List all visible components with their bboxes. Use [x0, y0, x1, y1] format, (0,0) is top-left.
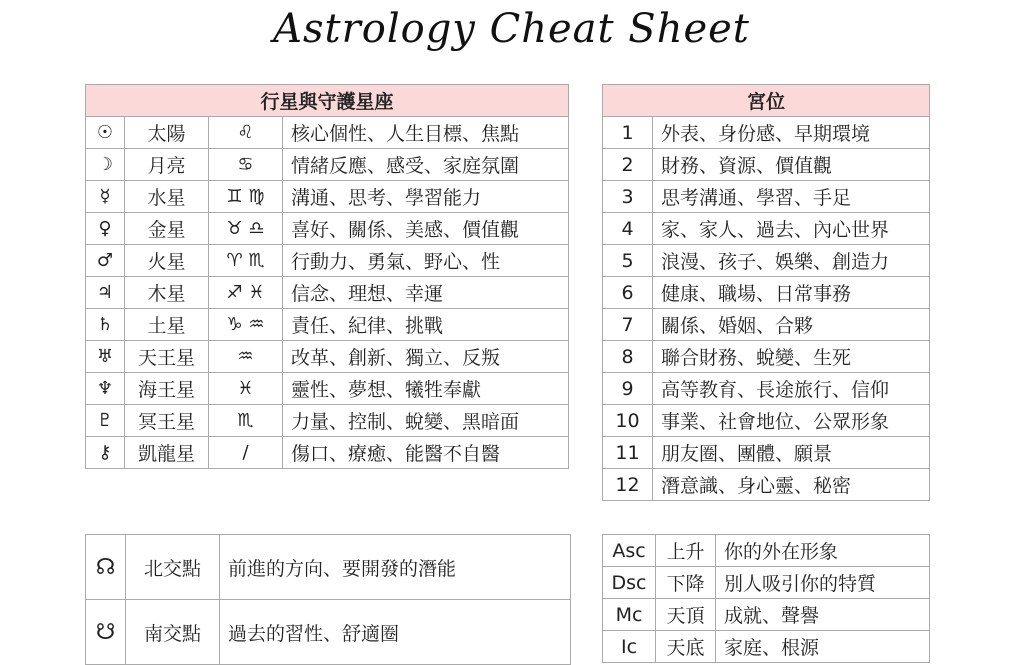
house-meaning: 外表、身份感、早期環境 [653, 117, 930, 149]
planet-symbol-icon: ☿ [86, 181, 125, 213]
planet-meaning: 傷口、療癒、能醫不自醫 [283, 437, 569, 469]
planet-row [86, 117, 569, 149]
house-row [603, 277, 930, 309]
planet-meaning: 情緒反應、感受、家庭氛圍 [283, 149, 569, 181]
house-meaning: 聯合財務、蛻變、生死 [653, 341, 930, 373]
planet-row [86, 437, 569, 469]
house-number: 8 [603, 341, 653, 373]
angle-abbr: Ic [603, 631, 656, 663]
ruling-sign-icons: ♌ [209, 117, 283, 149]
planet-name: 火星 [125, 245, 209, 277]
house-meaning: 健康、職場、日常事務 [653, 277, 930, 309]
ruling-sign-icons: ♒ [209, 341, 283, 373]
angle-abbr: Asc [603, 535, 656, 567]
planet-row [86, 149, 569, 181]
ruling-sign-icons: ♊ ♍ [209, 181, 283, 213]
house-row [603, 149, 930, 181]
planet-row [86, 277, 569, 309]
house-meaning: 關係、婚姻、合夥 [653, 309, 930, 341]
angle-meaning: 你的外在形象 [716, 535, 930, 567]
ruling-sign-icons: ♓ [209, 373, 283, 405]
planet-name: 水星 [125, 181, 209, 213]
planet-meaning: 行動力、勇氣、野心、性 [283, 245, 569, 277]
planet-name: 天王星 [125, 341, 209, 373]
houses-table [602, 84, 930, 501]
house-row [603, 245, 930, 277]
house-row [603, 341, 930, 373]
planet-meaning: 力量、控制、蛻變、黑暗面 [283, 405, 569, 437]
planet-symbol-icon: ⚷ [86, 437, 125, 469]
planet-symbol-icon: ♃ [86, 277, 125, 309]
planet-name: 太陽 [125, 117, 209, 149]
angle-name: 天底 [656, 631, 716, 663]
planet-meaning: 喜好、關係、美感、價值觀 [283, 213, 569, 245]
angle-row [603, 535, 930, 567]
house-number: 5 [603, 245, 653, 277]
house-number: 3 [603, 181, 653, 213]
planet-meaning: 責任、紀律、挑戰 [283, 309, 569, 341]
node-row [86, 535, 571, 600]
house-meaning: 家、家人、過去、內心世界 [653, 213, 930, 245]
ruling-sign-icons: ♋ [209, 149, 283, 181]
angle-abbr: Mc [603, 599, 656, 631]
house-row [603, 437, 930, 469]
planet-name: 月亮 [125, 149, 209, 181]
node-name: 南交點 [126, 600, 220, 665]
house-number: 9 [603, 373, 653, 405]
house-meaning: 財務、資源、價值觀 [653, 149, 930, 181]
node-symbol-icon: ☊ [86, 535, 126, 600]
house-row [603, 181, 930, 213]
planet-symbol-icon: ♅ [86, 341, 125, 373]
ruling-sign-icons: ♈ ♏ [209, 245, 283, 277]
planet-name: 木星 [125, 277, 209, 309]
planet-row [86, 181, 569, 213]
planet-row [86, 341, 569, 373]
angle-meaning: 成就、聲譽 [716, 599, 930, 631]
planets-table [85, 84, 569, 469]
angle-row [603, 631, 930, 663]
ruling-sign-icons: ♑ ♒ [209, 309, 283, 341]
planet-meaning: 改革、創新、獨立、反叛 [283, 341, 569, 373]
node-meaning: 過去的習性、舒適圈 [220, 600, 571, 665]
house-meaning: 浪漫、孩子、娛樂、創造力 [653, 245, 930, 277]
planet-meaning: 靈性、夢想、犧牲奉獻 [283, 373, 569, 405]
angle-name: 上升 [656, 535, 716, 567]
angle-meaning: 家庭、根源 [716, 631, 930, 663]
angle-row [603, 567, 930, 599]
planet-meaning: 溝通、思考、學習能力 [283, 181, 569, 213]
angle-name: 下降 [656, 567, 716, 599]
planet-name: 土星 [125, 309, 209, 341]
house-number: 4 [603, 213, 653, 245]
nodes-table [85, 534, 571, 665]
house-number: 2 [603, 149, 653, 181]
node-row [86, 600, 571, 665]
planet-symbol-icon: ☽ [86, 149, 125, 181]
planet-row [86, 213, 569, 245]
planet-row [86, 405, 569, 437]
house-meaning: 事業、社會地位、公眾形象 [653, 405, 930, 437]
ruling-sign-icons: ♉ ♎ [209, 213, 283, 245]
house-row [603, 117, 930, 149]
house-row [603, 405, 930, 437]
planet-meaning: 信念、理想、幸運 [283, 277, 569, 309]
planet-meaning: 核心個性、人生目標、焦點 [283, 117, 569, 149]
house-row [603, 469, 930, 501]
house-meaning: 朋友圈、團體、願景 [653, 437, 930, 469]
angle-meaning: 別人吸引你的特質 [716, 567, 930, 599]
node-meaning: 前進的方向、要開發的潛能 [220, 535, 571, 600]
planet-name: 金星 [125, 213, 209, 245]
node-name: 北交點 [126, 535, 220, 600]
house-number: 10 [603, 405, 653, 437]
house-row [603, 309, 930, 341]
houses-header: 宮位 [603, 85, 930, 117]
house-row [603, 213, 930, 245]
planet-symbol-icon: ♀ [86, 213, 125, 245]
node-symbol-icon: ☋ [86, 600, 126, 665]
planet-name: 凱龍星 [125, 437, 209, 469]
angle-name: 天頂 [656, 599, 716, 631]
planet-symbol-icon: ♄ [86, 309, 125, 341]
house-row [603, 373, 930, 405]
planet-row [86, 373, 569, 405]
planet-symbol-icon: ♆ [86, 373, 125, 405]
planet-symbol-icon: ♂ [86, 245, 125, 277]
house-number: 11 [603, 437, 653, 469]
house-number: 6 [603, 277, 653, 309]
house-meaning: 潛意識、身心靈、秘密 [653, 469, 930, 501]
page-title: Astrology Cheat Sheet [273, 6, 750, 52]
house-number: 1 [603, 117, 653, 149]
ruling-sign-icons: ♐ ♓ [209, 277, 283, 309]
ruling-sign-icons: / [209, 437, 283, 469]
house-meaning: 高等教育、長途旅行、信仰 [653, 373, 930, 405]
house-number: 7 [603, 309, 653, 341]
angle-row [603, 599, 930, 631]
angles-table [602, 534, 930, 663]
planet-symbol-icon: ☉ [86, 117, 125, 149]
ruling-sign-icons: ♏ [209, 405, 283, 437]
house-number: 12 [603, 469, 653, 501]
planet-symbol-icon: ♇ [86, 405, 125, 437]
planet-row [86, 309, 569, 341]
house-meaning: 思考溝通、學習、手足 [653, 181, 930, 213]
planet-name: 冥王星 [125, 405, 209, 437]
planet-name: 海王星 [125, 373, 209, 405]
planet-row [86, 245, 569, 277]
planets-header: 行星與守護星座 [86, 85, 569, 117]
angle-abbr: Dsc [603, 567, 656, 599]
